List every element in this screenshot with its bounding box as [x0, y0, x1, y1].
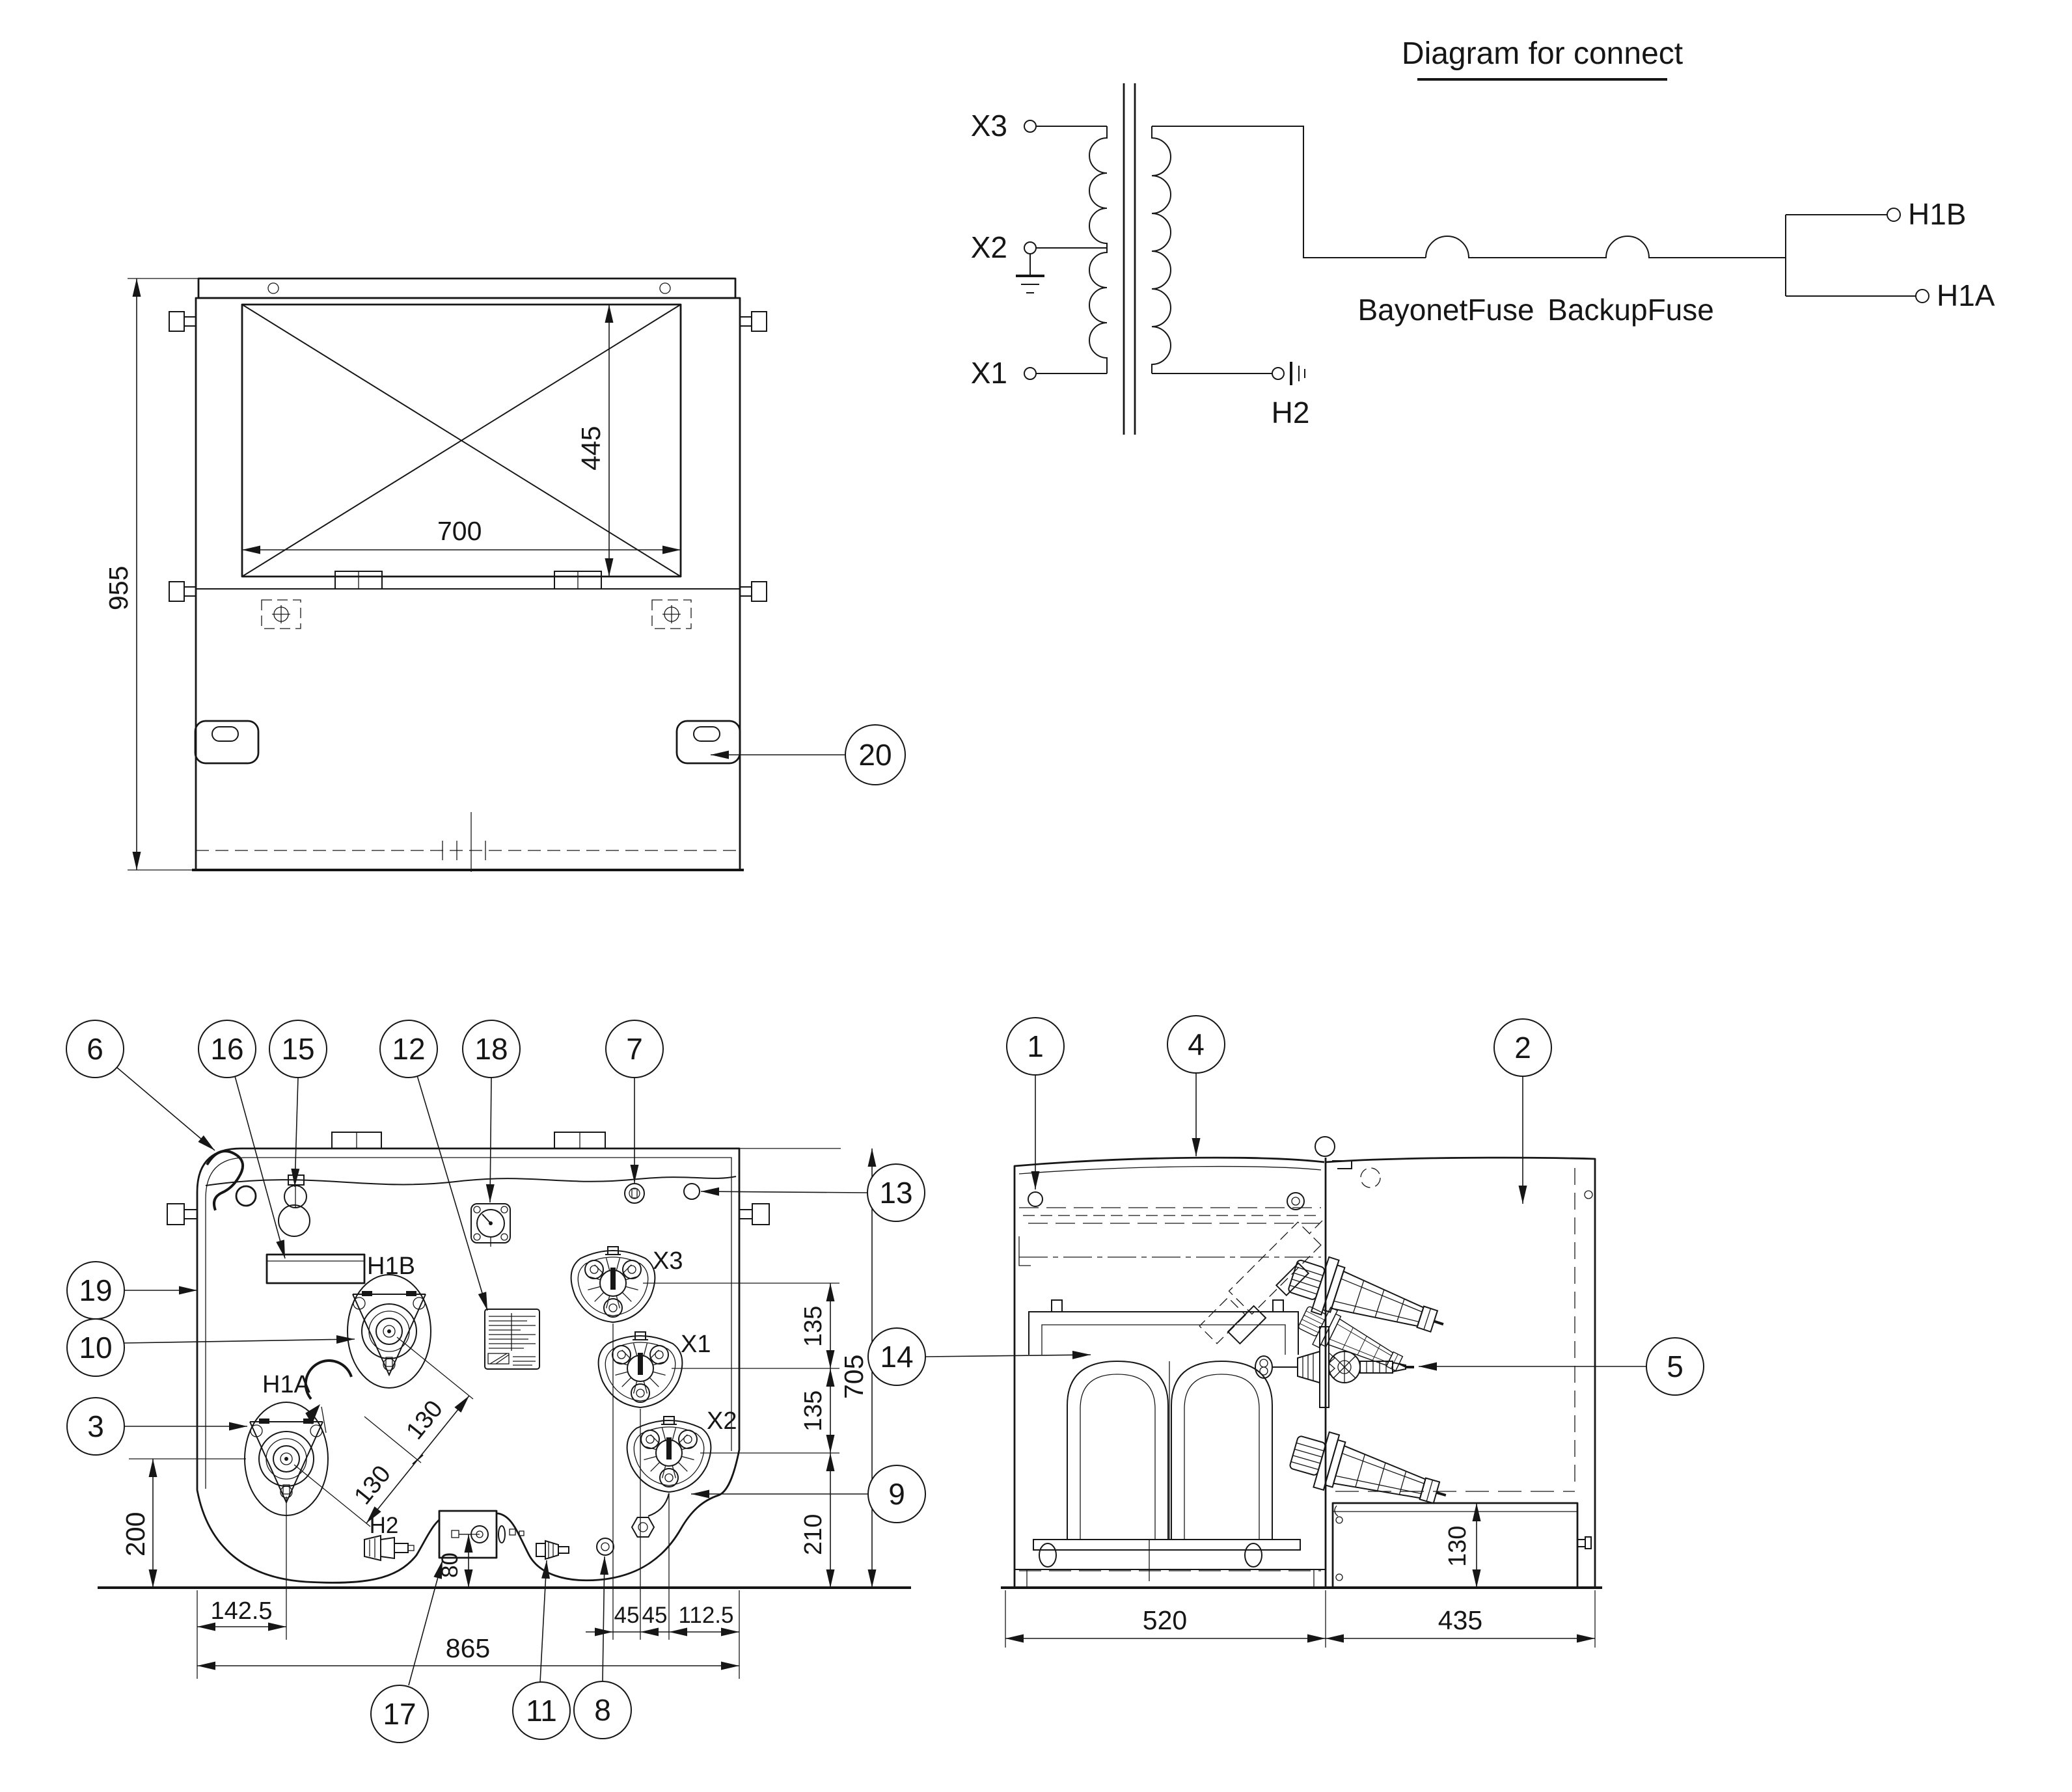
callout-balloon-7	[606, 1020, 663, 1078]
callout-text-16: 16	[210, 1032, 244, 1066]
ground-symbol	[1016, 254, 1044, 293]
callout-balloon-13	[867, 1164, 925, 1221]
wall-bracket	[1019, 1236, 1031, 1266]
oil-level-device	[279, 1175, 310, 1236]
oil-level-lines	[1019, 1208, 1321, 1257]
primary-winding	[1152, 126, 1995, 429]
callout-text-19: 19	[79, 1273, 113, 1307]
dim-text-112-5: 112.5	[678, 1603, 734, 1628]
flange-tabs	[335, 571, 601, 589]
callout-text-3: 3	[87, 1409, 104, 1443]
callout-text-1: 1	[1027, 1029, 1044, 1063]
strip-hole	[268, 283, 279, 293]
callout-balloon-19	[67, 1262, 124, 1319]
h1b-bushing	[348, 1275, 431, 1388]
label-x2: X2	[707, 1407, 737, 1435]
cover-seam-wave	[206, 1176, 736, 1186]
dim-135-135-210	[800, 1283, 830, 1588]
callout-text-9: 9	[888, 1477, 905, 1511]
tank-top-inner	[1019, 1167, 1321, 1174]
callout-balloon-2	[1494, 1019, 1551, 1076]
upper-bushing-tilted	[1284, 1248, 1452, 1351]
dim-705	[839, 1148, 872, 1588]
dim-865	[197, 1633, 739, 1666]
backup-fuse-label: BackupFuse	[1547, 293, 1714, 327]
callout-balloon-8	[574, 1681, 631, 1739]
dim-text-142-5: 142.5	[210, 1597, 273, 1625]
callout-text-15: 15	[281, 1032, 315, 1066]
lv-bushing-5	[1255, 1327, 1414, 1407]
core-coil-assembly	[1015, 1361, 1326, 1588]
top-tabs	[332, 1132, 605, 1148]
bottom-centerline	[196, 812, 740, 872]
dim-130-box	[1444, 1503, 1477, 1588]
dim-text-45a: 45	[614, 1603, 640, 1628]
oil-fill-plug	[625, 1184, 644, 1203]
h2-bushing	[364, 1536, 414, 1560]
label-h1b: H1B	[367, 1253, 415, 1280]
dim-text-210: 210	[800, 1514, 827, 1555]
front-view	[103, 278, 905, 872]
callout-text-4: 4	[1188, 1027, 1205, 1061]
bayonet-fuse-label: BayonetFuse	[1357, 293, 1534, 327]
x3-bushing	[571, 1247, 655, 1322]
side-bolts	[167, 1204, 769, 1225]
leaders-side-view	[925, 1073, 1646, 1366]
dim-142-5	[197, 1597, 286, 1627]
dim-text-435: 435	[1438, 1605, 1483, 1635]
label-x3: X3	[653, 1247, 683, 1275]
cabinet-body	[196, 298, 740, 870]
target-1-plug	[1028, 1192, 1043, 1206]
plug-8	[597, 1538, 614, 1555]
side-view	[868, 1016, 1704, 1648]
inner-plug	[1287, 1193, 1304, 1210]
callout-balloon-9	[868, 1465, 925, 1523]
callout-text-8: 8	[594, 1693, 611, 1727]
callout-text-17: 17	[383, 1697, 416, 1731]
top-flange-strip	[198, 278, 735, 298]
callout-balloon-10	[67, 1319, 124, 1376]
callout-text-2: 2	[1514, 1031, 1531, 1065]
callout-text-10: 10	[79, 1331, 113, 1364]
dim-200	[120, 1459, 153, 1588]
callout-text-6: 6	[87, 1032, 103, 1066]
dim-text-865: 865	[445, 1633, 491, 1663]
callout-balloon-15	[269, 1020, 327, 1078]
callout-balloon-17	[371, 1685, 428, 1743]
lower-bushing-tilted	[1286, 1424, 1454, 1523]
terminal-h2: H2	[1271, 396, 1310, 429]
callout-balloon-18	[463, 1020, 520, 1078]
callout-balloon-1	[1007, 1018, 1064, 1075]
callout-balloon-5	[1646, 1338, 1704, 1395]
label-h1a: H1A	[262, 1371, 310, 1398]
dim-text-200: 200	[120, 1512, 150, 1556]
dim-text-705: 705	[839, 1354, 869, 1399]
transformer-core	[1124, 83, 1135, 435]
connect-diagram	[971, 36, 1995, 435]
sampler-nozzle	[536, 1541, 569, 1559]
dim-text-130-box: 130	[1444, 1525, 1471, 1567]
label-h2: H2	[369, 1513, 399, 1538]
dim-text-135a: 135	[800, 1305, 827, 1347]
callout-text-12: 12	[392, 1032, 426, 1066]
dim-955	[103, 278, 198, 870]
callout-balloon-16	[198, 1020, 256, 1078]
dim-text-520: 520	[1142, 1605, 1188, 1635]
dim-text-700: 700	[437, 516, 482, 546]
fuse-squiggles	[1426, 236, 1786, 258]
callout-text-20: 20	[858, 738, 892, 772]
terminal-h1a: H1A	[1937, 278, 1995, 312]
label-x1: X1	[681, 1331, 711, 1358]
dim-520-435	[1005, 1590, 1595, 1648]
x2-bushing	[627, 1417, 711, 1492]
dim-700	[242, 516, 681, 550]
dim-45-45-112-5	[586, 1603, 739, 1632]
inner-plug-dot	[1292, 1197, 1300, 1205]
dim-445	[576, 305, 609, 577]
callout-balloon-11	[513, 1682, 570, 1739]
drain-valve-box	[439, 1511, 524, 1558]
dim-text-45b: 45	[642, 1603, 668, 1628]
pressure-vacuum-gauge	[471, 1204, 510, 1247]
x1-bushing	[599, 1332, 683, 1407]
nameplate	[485, 1309, 539, 1369]
callout-balloon-4	[1167, 1016, 1225, 1073]
core-clamp	[1029, 1300, 1298, 1355]
dim-text-955: 955	[103, 565, 133, 610]
terminal-x1: X1	[970, 356, 1007, 390]
x2-tube-hex	[632, 1493, 669, 1537]
callout-balloon-14	[868, 1328, 925, 1385]
mounting-pads	[195, 721, 740, 763]
terminal-x3: X3	[970, 109, 1007, 143]
h2-earth-symbol	[1291, 362, 1305, 385]
top-view	[66, 1020, 925, 1743]
callout-balloon-6	[66, 1020, 124, 1078]
terminal-x2: X2	[970, 230, 1007, 264]
hole-13	[684, 1184, 700, 1199]
callout-balloon-20	[845, 725, 905, 785]
dim-text-130b: 130	[401, 1395, 448, 1445]
strip-hole	[660, 283, 670, 293]
secondary-winding	[971, 109, 1107, 390]
terminal-h1b: H1B	[1908, 197, 1967, 231]
callout-balloon-12	[380, 1020, 437, 1078]
callout-text-5: 5	[1667, 1350, 1684, 1383]
dim-text-445: 445	[576, 426, 606, 470]
label-plate-16	[267, 1255, 364, 1283]
callout-text-7: 7	[626, 1032, 643, 1066]
callout-balloon-3	[67, 1398, 124, 1455]
cabinet-hole	[1585, 1191, 1592, 1199]
lifting-point-symbols	[262, 600, 691, 629]
callout-text-13: 13	[879, 1176, 913, 1210]
callout-text-11: 11	[526, 1694, 557, 1728]
dim-text-80: 80	[437, 1553, 463, 1578]
dim-text-135b: 135	[800, 1390, 827, 1432]
callout-text-14: 14	[880, 1340, 914, 1374]
callout-text-18: 18	[474, 1032, 508, 1066]
lifting-lug	[1315, 1137, 1352, 1169]
dim-text-130a: 130	[349, 1460, 396, 1510]
diagram-title: Diagram for connect	[1401, 36, 1684, 71]
side-bolts	[169, 312, 767, 601]
